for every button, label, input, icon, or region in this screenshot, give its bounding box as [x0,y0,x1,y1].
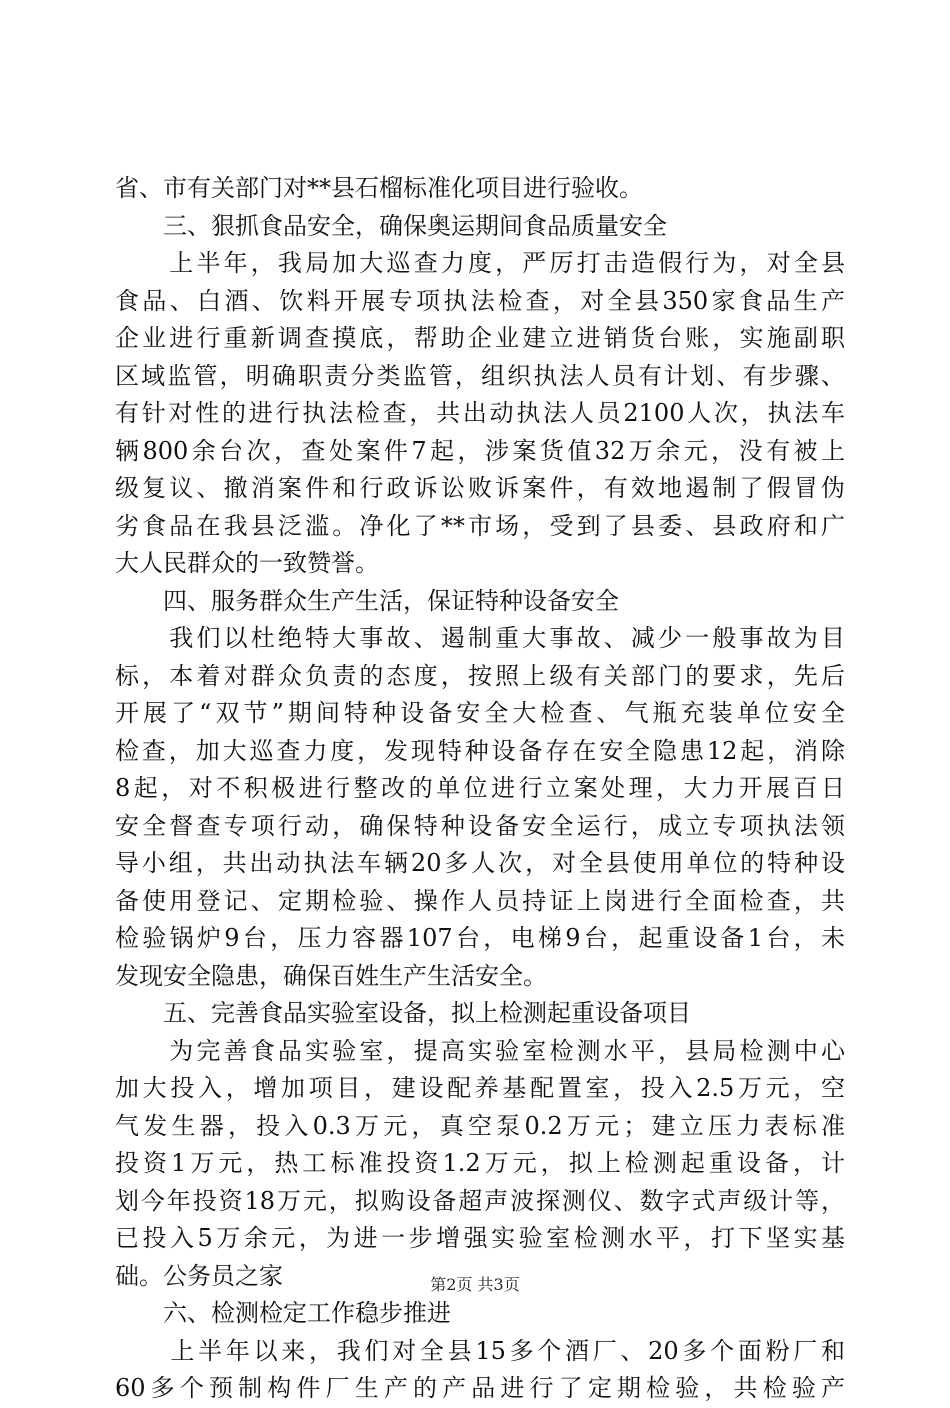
text-line: 区域监管，明确职责分类监管，组织执法人员有计划、有步骤、 [115,361,845,390]
text-line: 有针对性的进行执法检查，共出动执法人员2100人次，执法车 [115,399,845,427]
text-line: 企业进行重新调查摸底，帮助企业建立进销货台账，实施副职 [115,324,845,352]
text-line: 加大投入，增加项目，建设配养基配置室，投入2.5万元，空 [115,1074,845,1102]
text-line: 为完善食品实验室，提高实验室检测水平，县局检测中心 [115,1036,845,1065]
text-line: 检验锅炉9台，压力容器107台，电梯9台，起重设备1台，未 [115,924,845,952]
text-line: 四、服务群众生产生活，保证特种设备安全 [115,586,619,615]
text-line: 投资1万元，热工标准投资1.2万元，拟上检测起重设备，计 [115,1149,845,1177]
text-line: 五、完善食品实验室设备，拟上检测起重设备项目 [115,999,691,1027]
text-line: 开展了“双节”期间特种设备安全大检查、气瓶充装单位安全 [115,699,845,727]
page-footer: 第2页 共3页 [430,1275,520,1294]
text-line: 六、检测检定工作稳步推进 [115,1299,451,1327]
document-body [115,170,845,1408]
text-line: 气发生器，投入0.3万元，真空泵0.2万元；建立压力表标准 [115,1111,845,1140]
text-line: 省、市有关部门对**县石榴标准化项目进行验收。 [115,174,643,202]
text-line: 我们以杜绝特大事故、遏制重大事故、减少一般事故为目 [115,624,845,652]
text-line: 食品、白酒、饮料开展专项执法检查，对全县350家食品生产 [115,286,845,315]
text-line: 础。公务员之家 [115,1261,283,1290]
text-line: 安全督查专项行动，确保特种设备安全运行，成立专项执法领 [115,811,845,840]
text-line: 60多个预制构件厂生产的产品进行了定期检验，共检验产 [115,1374,845,1402]
text-line: 级复议、撤消案件和行政诉讼败诉案件，有效地遏制了假冒伪 [115,474,845,502]
text-line: 上半年以来，我们对全县15多个酒厂、20多个面粉厂和 [115,1336,845,1365]
text-line: 划今年投资18万元，拟购设备超声波探测仪、数字式声级计等， [115,1186,845,1215]
text-line: 标，本着对群众负责的态度，按照上级有关部门的要求，先后 [115,661,845,690]
text-line: 大人民群众的一致赞誉。 [115,549,379,577]
text-line: 劣食品在我县泛滥。净化了**市场，受到了县委、县政府和广 [115,511,845,540]
text-line: 检查，加大巡查力度，发现特种设备存在安全隐患12起，消除 [115,736,845,765]
text-line: 备使用登记、定期检验、操作人员持证上岗进行全面检查，共 [115,886,845,915]
text-line: 已投入5万余元，为进一步增强实验室检测水平，打下坚实基 [115,1224,845,1252]
text-line: 导小组，共出动执法车辆20多人次，对全县使用单位的特种设 [115,849,845,877]
text-line: 发现安全隐患，确保百姓生产生活安全。 [115,961,547,990]
text-line: 上半年，我局加大巡查力度，严厉打击造假行为，对全县 [115,249,845,277]
text-line: 辆800余台次，查处案件7起，涉案货值32万余元，没有被上 [115,436,845,465]
text-line: 8起，对不积极进行整改的单位进行立案处理，大力开展百日 [115,774,845,802]
text-line: 三、狠抓食品安全，确保奥运期间食品质量安全 [115,211,667,240]
